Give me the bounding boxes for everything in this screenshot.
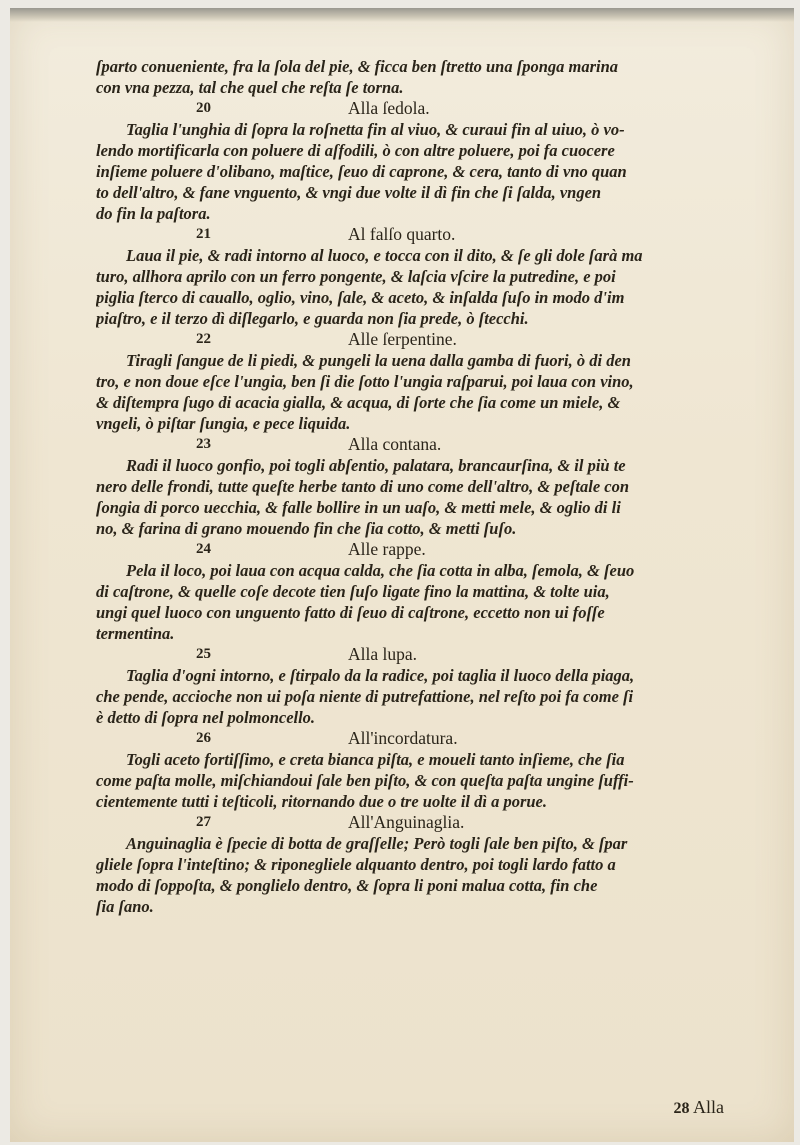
entry-number: 22	[196, 331, 211, 347]
entry-heading	[96, 434, 746, 455]
entry-title: Alle ſerpentine.	[348, 329, 457, 349]
entry-heading	[96, 329, 746, 350]
entry-number: 23	[196, 436, 211, 452]
entry-22	[96, 329, 746, 434]
text-line: gliele ſopra l'inteſtino; & riponegliele alquanto dentro, poi togli lardo fatto a	[96, 855, 616, 874]
text-line: Tiragli ſangue de li piedi, & pungeli la uena dalla gamba di fuori, ò di den	[126, 351, 631, 370]
entry-continuation	[96, 56, 746, 98]
entry-heading	[96, 539, 746, 560]
text-line: nero delle frondi, tutte queſte herbe tanto di uno come dell'altro, & peſtale con	[96, 477, 630, 496]
entry-number: 26	[196, 730, 211, 746]
text-line: piglia ſterco di cauallo, oglio, vino, ſale, & aceto, & inſalda ſuſo in modo d'im	[96, 288, 625, 307]
text-line: Togli aceto fortiſſimo, e creta bianca piſta, e moueli tanto inſieme, che ſia	[126, 750, 625, 769]
entry-title: All'incordatura.	[348, 728, 458, 748]
text-line: con vna pezza, tal che quel che reſta ſe torna.	[96, 78, 404, 97]
entry-21	[96, 224, 746, 329]
entry-number: 20	[196, 100, 211, 116]
text-line: Taglia d'ogni intorno, e ſtirpalo da la radice, poi taglia il luoco della piaga,	[126, 666, 635, 685]
text-line: come paſta molle, miſchiandoui ſale ben piſto, & con queſta paſta ungine ſuffi-	[96, 771, 634, 790]
entry-number: 25	[196, 646, 211, 662]
text-line: Pela il loco, poi laua con acqua calda, che ſia cotta in alba, ſemola, & ſeuo	[126, 561, 635, 580]
text-line: tro, e non doue eſce l'ungia, ben ſi die ſotto l'ungia raſparui, poi laua con vino,	[96, 372, 634, 391]
text-line: Anguinaglia è ſpecie di botta de graſſelle; Però togli ſale ben piſto, & ſpar	[126, 834, 628, 853]
text-line: to dell'altro, & fane vnguento, & vngi due volte il dì fin che ſi ſalda, vngen	[96, 183, 602, 202]
text-line: Radi il luoco gonfio, poi togli abſentio, palatara, brancaurſina, & il più te	[126, 456, 626, 475]
catchword: Alla	[693, 1097, 724, 1117]
text-line: ſparto conueniente, fra la ſola del pie, & ficca ben ſtretto una ſponga marina	[96, 57, 619, 76]
text-line: do fin la paſtora.	[96, 204, 211, 223]
text-line: ſia ſano.	[96, 897, 154, 916]
text-line: cientemente tutti i teſticoli, ritornando due o tre uolte il dì a porue.	[96, 792, 548, 811]
entry-number: 21	[196, 226, 211, 242]
text-line: no, & farina di grano mouendo fin che ſia cotto, & metti ſuſo.	[96, 519, 517, 538]
text-line: Taglia l'unghia di ſopra la roſnetta fin al viuo, & curaui fin al uiuo, ò vo-	[126, 120, 625, 139]
entry-heading	[96, 644, 746, 665]
entry-title: All'Anguinaglia.	[348, 812, 465, 832]
entry-24	[96, 539, 746, 644]
entry-20	[96, 98, 746, 224]
entry-heading	[96, 98, 746, 119]
entry-25	[96, 644, 746, 728]
entry-heading	[96, 728, 746, 749]
text-line: che pende, accioche non ui poſa niente di putrefattione, nel reſto poi fa come ſi	[96, 687, 634, 706]
entry-heading	[96, 224, 746, 245]
signature-number: 28	[673, 1100, 690, 1117]
text-line: è detto di ſopra nel polmoncello.	[96, 708, 316, 727]
text-line: & diſtempra ſugo di acacia gialla, & acqua, di ſorte che ſia come un miele, &	[96, 393, 621, 412]
book-page	[10, 8, 794, 1142]
entry-title: Al falſo quarto.	[348, 224, 456, 244]
entry-title: Alla ſedola.	[348, 98, 430, 118]
page-footer	[673, 1097, 724, 1118]
entry-number: 27	[196, 814, 211, 830]
text-line: lendo mortificarla con poluere di aſfodili, ò con altre poluere, poi fa cuocere	[96, 141, 615, 160]
entry-title: Alla lupa.	[348, 644, 418, 664]
text-line: Laua il pie, & radi intorno al luoco, e tocca con il dito, & ſe gli dole ſarà ma	[126, 246, 643, 265]
entry-title: Alle rappe.	[348, 539, 426, 559]
text-line: vngeli, ò piſtar ſungia, e pece liquida.	[96, 414, 351, 433]
entry-23	[96, 434, 746, 539]
text-line: di caſtrone, & quelle coſe decote tien ſuſo ligate fino la mattina, & tolte uia,	[96, 582, 610, 601]
entry-number: 24	[196, 541, 211, 557]
text-line: ungi quel luoco con unguento fatto di ſeuo di caſtrone, eccetto non ui foſſe	[96, 603, 605, 622]
page-top-edge	[10, 8, 794, 22]
text-line: piaſtro, e il terzo dì diſlegarlo, e guarda non ſia prede, ò ſtecchi.	[96, 309, 529, 328]
text-line: ſongia di porco uecchia, & falle bollire in un uaſo, & metti mele, & oglio di li	[96, 498, 621, 517]
entry-27	[96, 812, 746, 917]
entry-heading	[96, 812, 746, 833]
entry-26	[96, 728, 746, 812]
text-line: inſieme poluere d'olibano, maſtice, ſeuo di caprone, & cera, tanto di vno quan	[96, 162, 627, 181]
entry-title: Alla contana.	[348, 434, 442, 454]
page-text	[96, 56, 746, 917]
text-line: modo di ſoppoſta, & ponglielo dentro, & ſopra li poni malua cotta, fin che	[96, 876, 598, 895]
text-line: turo, allhora aprilo con un ferro pongente, & laſcia vſcire la putredine, e poi	[96, 267, 616, 286]
text-line: termentina.	[96, 624, 175, 643]
